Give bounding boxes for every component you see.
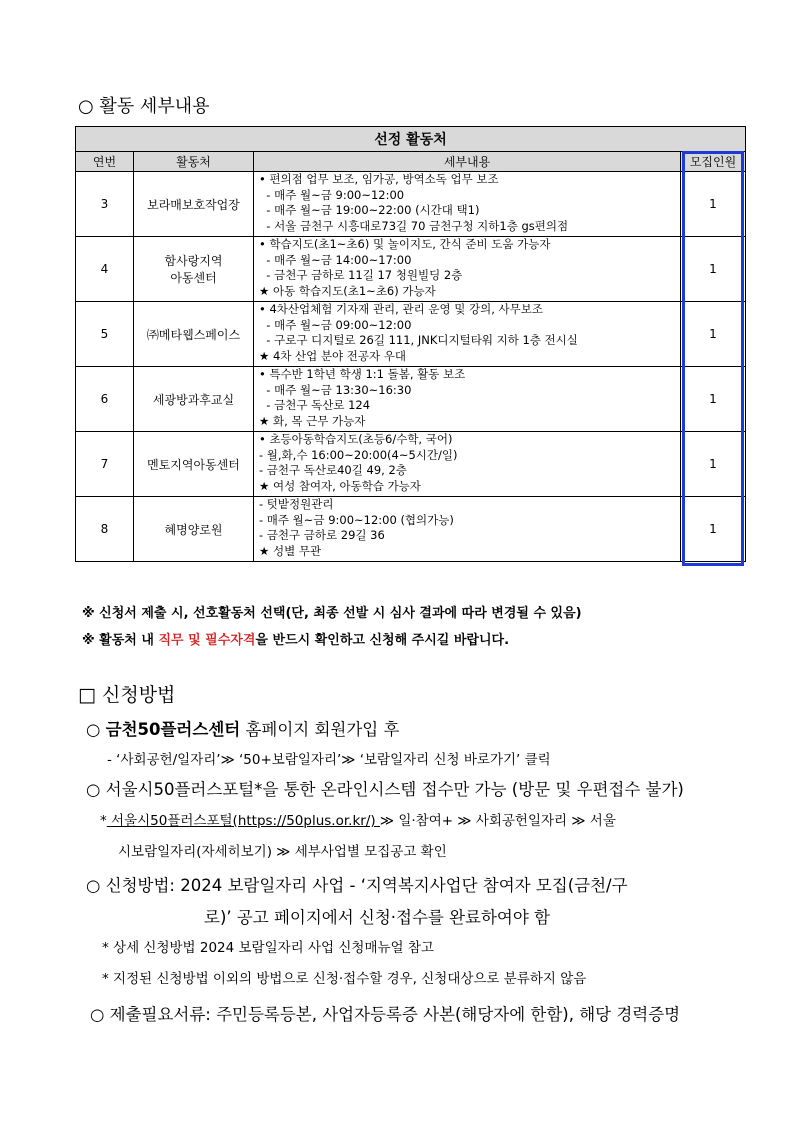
detail-line: • 4차산업체험 기자재 관리, 관리 운영 및 강의, 사무보조 xyxy=(259,302,543,316)
detail-line: • 학습지도(초1~초6) 및 놀이지도, 간식 준비 도움 가능자 xyxy=(259,237,551,251)
detail-line: - 텃밭정원관리 xyxy=(259,497,334,511)
row-place xyxy=(134,302,254,367)
apply-step-2-sub: * 서울시50플러스포털(https://50plus.or.kr/) ≫ 일·참여+ ≫ 사회공헌일자리 ≫ 서울 xyxy=(100,813,616,829)
detail-line: - 매주 월~금 13:30~16:30 xyxy=(259,382,412,397)
table-caption: 선정 활동처 xyxy=(76,127,746,152)
detail-line: - 매주 월~금 14:00~17:00 xyxy=(259,252,412,267)
place-line: 함사랑지역 xyxy=(164,254,223,268)
row-details xyxy=(254,367,681,432)
detail-line: ★ 여성 참여자, 아동학습 가능자 xyxy=(259,478,421,493)
detail-line: - 매주 월~금 19:00~22:00 (시간대 택1) xyxy=(259,203,480,217)
activity-table xyxy=(75,126,746,562)
note-selection: ※ 신청서 제출 시, 선호활동처 선택(단, 최종 선발 시 심사 결과에 따라 변경될 수 있음) xyxy=(82,606,582,621)
table-row xyxy=(76,172,746,237)
place-line: 아동센터 xyxy=(170,271,217,285)
row-number: 3 xyxy=(76,172,134,237)
apply-step-3-line2: 로)’ 공고 페이지에서 신청·접수를 완료하여야 함 xyxy=(204,908,550,927)
row-count: 1 xyxy=(681,302,746,367)
row-count: 1 xyxy=(681,367,746,432)
row-place xyxy=(134,172,254,237)
detail-line: • 초등아동학습지도(초등6/수학, 국어) xyxy=(259,432,453,446)
note-highlight: 직무 및 필수자격 xyxy=(158,633,256,648)
place-line: 보라매보호작업장 xyxy=(147,197,240,212)
place-line: 멘토지역아동센터 xyxy=(147,457,240,472)
row-count: 1 xyxy=(681,432,746,497)
table-row xyxy=(76,237,746,302)
apply-step-2: ○ 서울시50플러스포털*을 통한 온라인시스템 접수만 가능 (방문 및 우편접수 불가) xyxy=(86,780,684,799)
detail-line: - 구로구 디지털로 26길 111, JNK디지털타워 지하 1층 전시실 xyxy=(259,333,578,347)
row-count: 1 xyxy=(681,237,746,302)
row-details xyxy=(254,432,681,497)
detail-line: - 금천구 독산로 124 xyxy=(259,398,371,412)
apply-step-1: ○ 금천50플러스센터 홈페이지 회원가입 후 xyxy=(86,720,400,739)
row-place xyxy=(134,367,254,432)
row-details xyxy=(254,497,681,562)
row-number: 4 xyxy=(76,237,134,302)
detail-line: - 매주 월~금 9:00~12:00 (협의가능) xyxy=(259,512,454,527)
place-line: 혜명양로원 xyxy=(164,522,223,537)
row-count: 1 xyxy=(681,497,746,562)
row-number: 6 xyxy=(76,367,134,432)
row-count: 1 xyxy=(681,172,746,237)
portal-link[interactable]: 서울시50플러스포털(https://50plus.or.kr/) xyxy=(106,813,380,829)
apply-step-1-sub: - ‘사회공헌/일자리’≫ ‘50+보람일자리’≫ ‘보람일자리 신청 바로가기’ 클릭 xyxy=(107,752,551,768)
detail-line: - 매주 월~금 09:00~12:00 xyxy=(259,317,412,332)
row-details xyxy=(254,237,681,302)
apply-step-3-line1: ○ 신청방법: 2024 보람일자리 사업 - ‘지역복지사업단 참여자 모집(금천/구 xyxy=(86,876,628,895)
row-details xyxy=(254,172,681,237)
detail-line: ★ 성별 무관 xyxy=(259,543,322,558)
row-number: 8 xyxy=(76,497,134,562)
header-details: 세부내용 xyxy=(254,152,681,172)
apply-step-4: ○ 제출필요서류: 주민등록등본, 사업자등록증 사본(해당자에 한함), 해당 경력증명 xyxy=(90,1005,681,1024)
table-row xyxy=(76,302,746,367)
header-count: 모집인원 xyxy=(681,152,746,172)
section-title: ○ 활동 세부내용 xyxy=(78,96,210,117)
detail-line: - 금천구 금하로 29길 36 xyxy=(259,528,385,542)
row-details xyxy=(254,302,681,367)
note-qualification: ※ 활동처 내 직무 및 필수자격을 반드시 확인하고 신청해 주시길 바랍니다. xyxy=(82,633,510,648)
detail-line: - 금천구 금하로 11길 17 청원빌딩 2층 xyxy=(259,268,463,282)
table-row xyxy=(76,432,746,497)
place-line: 세광방과후교실 xyxy=(152,392,235,407)
detail-line: ★ 아동 학습지도(초1~초6) 가능자 xyxy=(259,283,436,298)
detail-line: - 서울 금천구 시흥대로73길 70 금천구청 지하1층 gs편의점 xyxy=(259,218,569,233)
place-line: ㈜메타웹스페이스 xyxy=(146,327,241,342)
apply-step-3-sub2: * 지정된 신청방법 이외의 방법으로 신청·접수할 경우, 신청대상으로 분류하지 않음 xyxy=(102,971,587,987)
header-place: 활동처 xyxy=(134,152,254,172)
row-place xyxy=(134,432,254,497)
detail-line: - 금천구 독산로40길 49, 2층 xyxy=(259,463,407,477)
apply-step-2-sub2: 시보람일자리(자세히보기) ≫ 세부사업별 모집공고 확인 xyxy=(118,844,447,860)
header-no: 연번 xyxy=(76,152,134,172)
detail-line: • 특수반 1학년 학생 1:1 돌봄, 활동 보조 xyxy=(259,367,466,381)
row-number: 5 xyxy=(76,302,134,367)
apply-heading: □ 신청방법 xyxy=(78,684,176,706)
row-place xyxy=(134,497,254,562)
detail-line: ★ 4차 산업 분야 전공자 우대 xyxy=(259,348,406,363)
row-number: 7 xyxy=(76,432,134,497)
apply-step-3-sub1: * 상세 신청방법 2024 보람일자리 사업 신청매뉴얼 참고 xyxy=(102,940,434,956)
detail-line: - 월,화,수 16:00~20:00(4~5시간/일) xyxy=(259,447,458,462)
detail-line: • 편의점 업무 보조, 임가공, 방역소독 업무 보조 xyxy=(259,172,499,186)
detail-line: - 매주 월~금 9:00~12:00 xyxy=(259,187,405,202)
detail-line: ★ 화, 목 근무 가능자 xyxy=(259,413,366,428)
table-row xyxy=(76,497,746,562)
table-row xyxy=(76,367,746,432)
row-place xyxy=(134,237,254,302)
